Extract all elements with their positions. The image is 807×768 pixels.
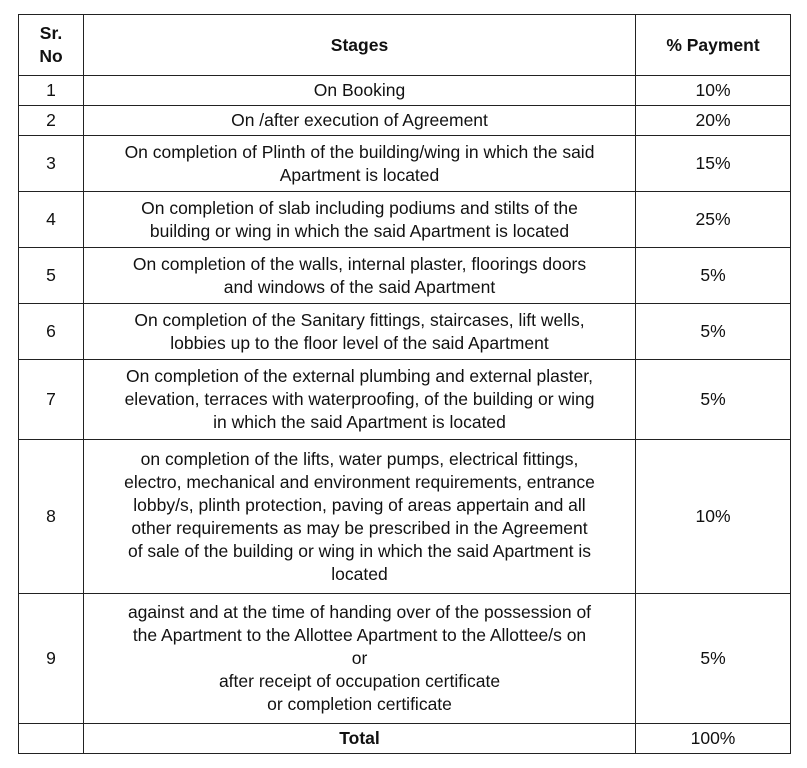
row-stage: On completion of slab including podiums and stilts of the building or wing in which the said Apartment is located [84, 192, 636, 248]
header-row [19, 15, 791, 76]
row-sr-no: 7 [19, 360, 84, 440]
table-row [19, 440, 791, 594]
row-payment: 20% [636, 106, 791, 136]
total-row [19, 724, 791, 754]
header-payment: % Payment [636, 15, 791, 76]
payment-schedule-table [18, 14, 791, 754]
row-payment: 10% [636, 440, 791, 594]
row-sr-no: 4 [19, 192, 84, 248]
table-row [19, 248, 791, 304]
total-payment: 100% [636, 724, 791, 754]
table-row [19, 594, 791, 724]
row-stage: On /after execution of Agreement [84, 106, 636, 136]
row-sr-no: 2 [19, 106, 84, 136]
table-row [19, 304, 791, 360]
row-sr-no: 6 [19, 304, 84, 360]
row-payment: 5% [636, 248, 791, 304]
row-stage: against and at the time of handing over of the possession of the Apartment to the Allottee Apartment to the Allottee/s on or after receipt of occupation certificate or completion certificate [84, 594, 636, 724]
header-sr-no: Sr. No [19, 15, 84, 76]
row-sr-no: 1 [19, 76, 84, 106]
row-stage: On completion of the external plumbing and external plaster, elevation, terraces with waterproofing, of the building or wing in which the said Apartment is located [84, 360, 636, 440]
table-row [19, 76, 791, 106]
row-stage: on completion of the lifts, water pumps, electrical fittings, electro, mechanical and environment requirements, entrance lobby/s, plinth protection, paving of areas appertain and all other requirements as may be prescribed in the Agreement of sale of the building or wing in which the said Apartment is located [84, 440, 636, 594]
table-row [19, 106, 791, 136]
row-stage: On completion of the Sanitary fittings, staircases, lift wells, lobbies up to the floor level of the said Apartment [84, 304, 636, 360]
row-payment: 25% [636, 192, 791, 248]
row-sr-no: 8 [19, 440, 84, 594]
table-row [19, 136, 791, 192]
row-payment: 15% [636, 136, 791, 192]
row-sr-no: 3 [19, 136, 84, 192]
row-sr-no: 5 [19, 248, 84, 304]
row-payment: 10% [636, 76, 791, 106]
row-stage: On completion of the walls, internal plaster, floorings doors and windows of the said Apartment [84, 248, 636, 304]
table-row [19, 192, 791, 248]
total-sr-no-empty [19, 724, 84, 754]
row-payment: 5% [636, 304, 791, 360]
row-stage: On Booking [84, 76, 636, 106]
row-stage: On completion of Plinth of the building/wing in which the said Apartment is located [84, 136, 636, 192]
header-stages: Stages [84, 15, 636, 76]
row-payment: 5% [636, 594, 791, 724]
row-payment: 5% [636, 360, 791, 440]
table-row [19, 360, 791, 440]
total-label: Total [84, 724, 636, 754]
row-sr-no: 9 [19, 594, 84, 724]
